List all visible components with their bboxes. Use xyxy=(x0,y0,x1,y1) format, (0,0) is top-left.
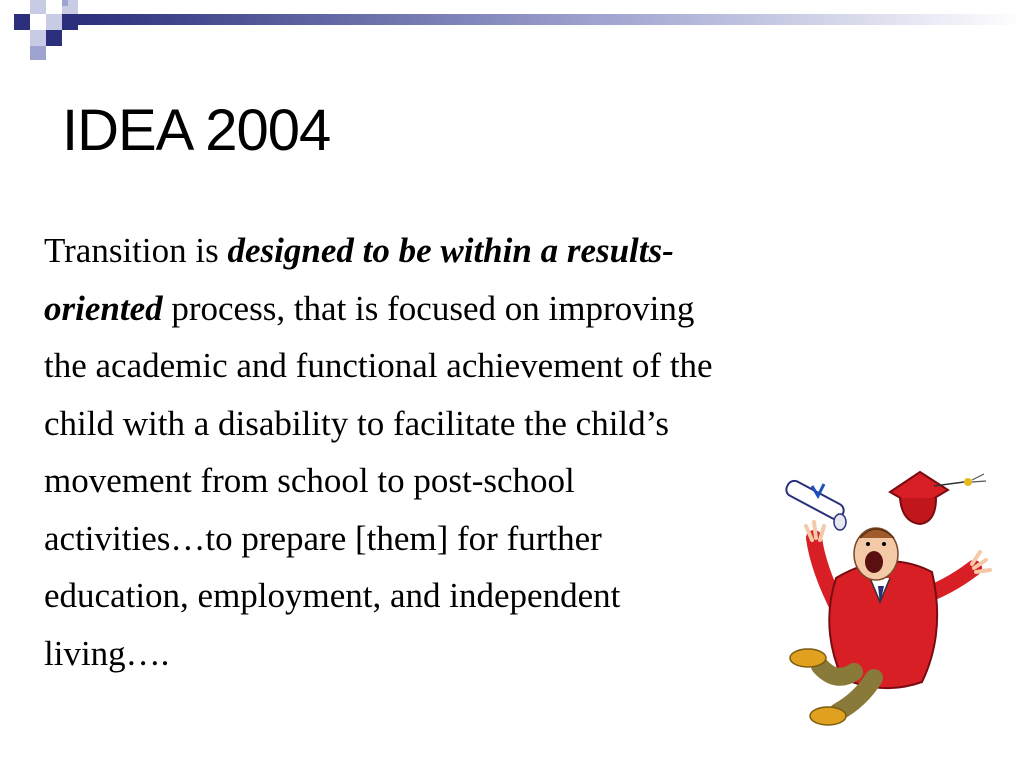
body-line: living…. xyxy=(44,633,170,673)
jumping-graduate-icon xyxy=(778,468,998,730)
body-text-plain: Transition is xyxy=(44,231,228,270)
body-line xyxy=(44,222,904,280)
body-line: child with a disability to facilitate the child’s xyxy=(44,403,669,443)
body-line: education, employment, and independent xyxy=(44,576,621,615)
graduate-clipart xyxy=(778,468,998,730)
body-text-plain: process, that is focused on improving xyxy=(162,288,695,328)
checkered-banner-graphic xyxy=(0,0,1024,62)
body-text-emphasis: oriented xyxy=(44,288,163,328)
body-paragraph xyxy=(44,222,904,682)
body-line: activities…to prepare [them] for further xyxy=(44,518,602,558)
slide-title: IDEA 2004 xyxy=(62,98,331,163)
header-banner xyxy=(0,0,1024,62)
body-line: the academic and functional achievement of the xyxy=(44,346,713,385)
body-line xyxy=(44,280,904,338)
body-text-emphasis: designed to be within a results- xyxy=(227,231,674,270)
mortarboard-icon xyxy=(890,472,986,524)
body-line: movement from school to post-school xyxy=(44,461,575,500)
